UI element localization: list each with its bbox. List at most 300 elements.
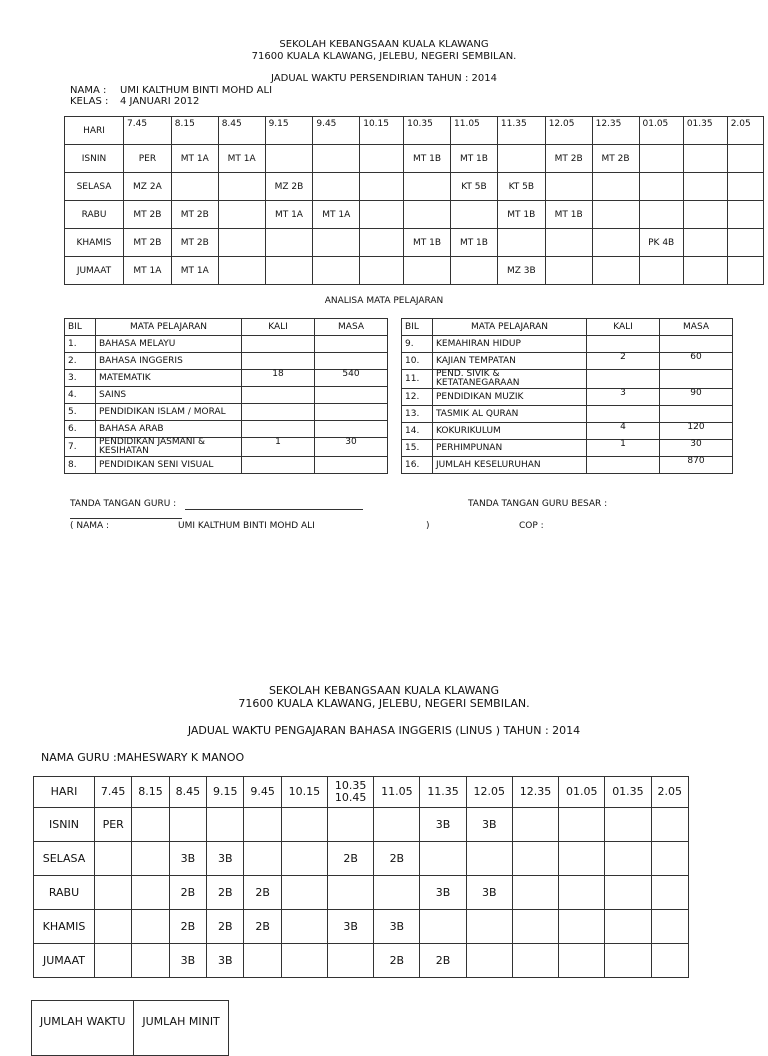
class-cell: 3B xyxy=(374,910,420,944)
class-cell: 2B xyxy=(328,842,374,876)
kali-cell xyxy=(242,353,315,370)
class-cell xyxy=(727,201,763,229)
analysis-table-right xyxy=(401,318,733,474)
bil-cell: 2. xyxy=(65,353,96,370)
time-slot-header: 8.45 xyxy=(218,117,265,145)
masa-cell xyxy=(315,353,388,370)
class-cell xyxy=(281,876,327,910)
class-cell xyxy=(132,910,169,944)
timetable-row xyxy=(65,145,764,173)
analysis-header-cell: KALI xyxy=(242,319,315,336)
class-cell xyxy=(451,201,498,229)
english-timetable xyxy=(33,776,689,978)
analysis-row xyxy=(402,406,733,423)
class-cell xyxy=(132,876,169,910)
subject-cell: BAHASA MELAYU xyxy=(96,336,242,353)
class-cell: 2B xyxy=(374,944,420,978)
hari-header: HARI xyxy=(34,777,95,808)
class-cell xyxy=(132,842,169,876)
class-cell xyxy=(207,808,244,842)
time-slot-header: 12.35 xyxy=(512,777,558,808)
bil-cell: 3. xyxy=(65,370,96,387)
class-cell xyxy=(281,944,327,978)
class-cell xyxy=(683,173,727,201)
class-cell xyxy=(592,229,639,257)
analysis-row xyxy=(65,438,388,457)
class-cell xyxy=(727,229,763,257)
class-cell: MT 1B xyxy=(404,229,451,257)
jumlah-minit-cell: JUMLAH MINIT xyxy=(134,1001,228,1056)
bil-cell: 9. xyxy=(402,336,433,353)
analysis-header-cell: KALI xyxy=(587,319,660,336)
class-cell: MT 1B xyxy=(497,201,545,229)
bil-cell: 16. xyxy=(402,457,433,474)
masa-cell: 90 xyxy=(660,389,733,406)
class-cell xyxy=(605,910,651,944)
bil-cell: 6. xyxy=(65,421,96,438)
class-cell: 3B xyxy=(169,944,206,978)
analysis-row xyxy=(402,440,733,457)
masa-cell: 870 xyxy=(660,457,733,474)
time-slot-header: 12.05 xyxy=(466,777,512,808)
class-cell xyxy=(171,173,218,201)
class-cell xyxy=(639,257,683,285)
class-cell xyxy=(592,173,639,201)
signature-underline xyxy=(70,510,182,519)
time-slot-header: 8.15 xyxy=(132,777,169,808)
subject-cell: PENDIDIKAN ISLAM / MORAL xyxy=(96,404,242,421)
analysis-row xyxy=(65,370,388,387)
class-cell xyxy=(512,876,558,910)
english-header-row xyxy=(34,777,689,808)
class-cell xyxy=(265,145,313,173)
masa-cell xyxy=(660,406,733,423)
analysis-row xyxy=(65,387,388,404)
class-cell xyxy=(605,842,651,876)
kelas-value: 4 JANUARI 2012 xyxy=(120,96,200,107)
class-cell xyxy=(497,145,545,173)
hari-header: HARI xyxy=(65,117,124,145)
masa-cell xyxy=(315,421,388,438)
class-cell xyxy=(512,808,558,842)
analysis-header-cell: MASA xyxy=(315,319,388,336)
class-cell: 2B xyxy=(244,910,281,944)
english-timetable-row xyxy=(34,808,689,842)
time-slot-header: 12.35 xyxy=(592,117,639,145)
kali-cell: 3 xyxy=(587,389,660,406)
class-cell: MT 2B xyxy=(592,145,639,173)
time-slot-header: 9.45 xyxy=(313,117,360,145)
bil-cell: 15. xyxy=(402,440,433,457)
kali-cell: 1 xyxy=(587,440,660,457)
class-cell xyxy=(592,201,639,229)
class-cell: 3B xyxy=(466,876,512,910)
kali-cell xyxy=(242,404,315,421)
analysis-row xyxy=(402,389,733,406)
class-cell xyxy=(404,201,451,229)
time-slot-header: 11.35 xyxy=(497,117,545,145)
class-cell xyxy=(639,173,683,201)
class-cell xyxy=(605,944,651,978)
subject-cell: BAHASA ARAB xyxy=(96,421,242,438)
class-cell: 3B xyxy=(328,910,374,944)
bil-cell: 8. xyxy=(65,457,96,474)
bil-cell: 5. xyxy=(65,404,96,421)
kali-cell: 2 xyxy=(587,353,660,370)
masa-cell xyxy=(660,370,733,389)
class-cell: 3B xyxy=(207,842,244,876)
analysis-row xyxy=(402,336,733,353)
class-cell xyxy=(466,842,512,876)
guru-signature-line xyxy=(185,509,363,510)
class-cell: MZ 2A xyxy=(124,173,172,201)
kali-cell xyxy=(242,336,315,353)
class-cell: 2B xyxy=(420,944,466,978)
class-cell xyxy=(281,910,327,944)
class-cell: MZ 3B xyxy=(497,257,545,285)
masa-cell xyxy=(315,387,388,404)
class-cell xyxy=(404,257,451,285)
time-slot-header: 9.45 xyxy=(244,777,281,808)
timetable-row xyxy=(65,257,764,285)
english-timetable-row xyxy=(34,876,689,910)
masa-cell xyxy=(660,336,733,353)
class-cell xyxy=(132,808,169,842)
school-address: 71600 KUALA KLAWANG, JELEBU, NEGERI SEMBILAN. xyxy=(251,51,517,62)
analysis-row xyxy=(65,336,388,353)
class-cell xyxy=(95,944,132,978)
subject-cell: MATEMATIK xyxy=(96,370,242,387)
class-cell: 3B xyxy=(169,842,206,876)
school-name: SEKOLAH KEBANGSAAN KUALA KLAWANG xyxy=(279,39,489,50)
time-slot-header: 11.05 xyxy=(374,777,420,808)
class-cell xyxy=(374,808,420,842)
kali-cell xyxy=(587,370,660,389)
kali-cell xyxy=(587,336,660,353)
kali-cell: 1 xyxy=(242,438,315,457)
class-cell: MT 1A xyxy=(171,257,218,285)
time-slot-header: 7.45 xyxy=(124,117,172,145)
time-slot-header: 01.05 xyxy=(559,777,605,808)
cop-label: COP : xyxy=(519,521,544,531)
subject-cell: KEMAHIRAN HIDUP xyxy=(433,336,587,353)
day-cell: SELASA xyxy=(34,842,95,876)
class-cell xyxy=(313,145,360,173)
class-cell xyxy=(545,229,592,257)
class-cell: 3B xyxy=(420,876,466,910)
analysis-row xyxy=(65,457,388,474)
analysis-header-cell: MASA xyxy=(660,319,733,336)
nama-label: NAMA : xyxy=(70,85,107,96)
jumlah-waktu-cell: JUMLAH WAKTU xyxy=(32,1001,134,1056)
class-cell xyxy=(420,842,466,876)
class-cell: KT 5B xyxy=(451,173,498,201)
guru-besar-signature-line xyxy=(70,508,182,519)
guru-signature-label: TANDA TANGAN GURU : xyxy=(70,499,177,509)
time-slot-header: 01.05 xyxy=(639,117,683,145)
analysis-row xyxy=(65,421,388,438)
day-cell: RABU xyxy=(34,876,95,910)
kali-cell xyxy=(587,406,660,423)
class-cell: MT 1B xyxy=(451,145,498,173)
class-cell xyxy=(328,808,374,842)
time-slot-header: 10.15 xyxy=(281,777,327,808)
class-cell xyxy=(559,876,605,910)
day-cell: ISNIN xyxy=(65,145,124,173)
bil-cell: 1. xyxy=(65,336,96,353)
subject-cell: TASMIK AL QURAN xyxy=(433,406,587,423)
class-cell: 2B xyxy=(244,876,281,910)
class-cell xyxy=(360,229,404,257)
class-cell xyxy=(559,944,605,978)
day-cell: KHAMIS xyxy=(65,229,124,257)
analysis-header-row xyxy=(65,319,388,336)
school-name-2: SEKOLAH KEBANGSAAN KUALA KLAWANG xyxy=(268,684,500,697)
nama-open: ( NAMA : xyxy=(70,521,110,531)
subject-cell: BAHASA INGGERIS xyxy=(96,353,242,370)
time-slot-header: 7.45 xyxy=(95,777,132,808)
bil-cell: 7. xyxy=(65,438,96,457)
subject-cell: JUMLAH KESELURUHAN xyxy=(433,457,587,474)
time-slot-header: 11.05 xyxy=(451,117,498,145)
class-cell xyxy=(281,808,327,842)
class-cell xyxy=(95,876,132,910)
class-cell xyxy=(244,808,281,842)
class-cell xyxy=(218,257,265,285)
subject-cell: KOKURIKULUM xyxy=(433,423,587,440)
masa-cell: 60 xyxy=(660,353,733,370)
subject-cell: PENDIDIKAN MUZIK xyxy=(433,389,587,406)
class-cell: 3B xyxy=(420,808,466,842)
class-cell xyxy=(281,842,327,876)
class-cell: KT 5B xyxy=(497,173,545,201)
class-cell xyxy=(244,842,281,876)
english-timetable-row xyxy=(34,910,689,944)
class-cell xyxy=(451,257,498,285)
class-cell xyxy=(559,842,605,876)
class-cell xyxy=(265,229,313,257)
class-cell xyxy=(639,201,683,229)
analysis-title: ANALISA MATA PELAJARAN xyxy=(324,296,444,306)
class-cell: 3B xyxy=(207,944,244,978)
kali-cell xyxy=(242,387,315,404)
english-timetable-row xyxy=(34,842,689,876)
personal-timetable-title: JADUAL WAKTU PERSENDIRIAN TAHUN : 2014 xyxy=(271,73,497,84)
time-slot-header: 11.35 xyxy=(420,777,466,808)
time-slot-header: 10.15 xyxy=(360,117,404,145)
class-cell: MT 2B xyxy=(171,229,218,257)
class-cell xyxy=(605,808,651,842)
masa-cell: 540 xyxy=(315,370,388,387)
masa-cell xyxy=(315,404,388,421)
class-cell xyxy=(683,257,727,285)
class-cell: MT 2B xyxy=(545,145,592,173)
time-slot-header: 01.35 xyxy=(683,117,727,145)
class-cell xyxy=(328,944,374,978)
time-slot-header: 01.35 xyxy=(605,777,651,808)
class-cell xyxy=(605,876,651,910)
kali-cell: 18 xyxy=(242,370,315,387)
class-cell: MT 1A xyxy=(171,145,218,173)
class-cell xyxy=(639,145,683,173)
class-cell xyxy=(651,808,688,842)
class-cell xyxy=(683,201,727,229)
english-timetable-row xyxy=(34,944,689,978)
timetable-row xyxy=(65,201,764,229)
time-slot-header: 10.35 10.45 xyxy=(328,777,374,808)
kali-cell: 4 xyxy=(587,423,660,440)
jumlah-table xyxy=(31,1000,229,1056)
time-slot-header: 2.05 xyxy=(727,117,763,145)
bil-cell: 12. xyxy=(402,389,433,406)
class-cell: MT 1B xyxy=(404,145,451,173)
class-cell xyxy=(132,944,169,978)
analysis-row xyxy=(402,457,733,474)
class-cell xyxy=(95,910,132,944)
kali-cell xyxy=(242,421,315,438)
class-cell xyxy=(313,173,360,201)
time-slot-header: 12.05 xyxy=(545,117,592,145)
analysis-header-cell: BIL xyxy=(402,319,433,336)
class-cell xyxy=(265,257,313,285)
time-slot-header: 9.15 xyxy=(207,777,244,808)
timetable-row xyxy=(65,173,764,201)
timetable-header-row xyxy=(65,117,764,145)
class-cell: MT 1B xyxy=(451,229,498,257)
class-cell xyxy=(313,229,360,257)
class-cell: 2B xyxy=(169,910,206,944)
class-cell: MT 1A xyxy=(124,257,172,285)
time-slot-header: 10.35 xyxy=(404,117,451,145)
time-slot-header: 8.15 xyxy=(171,117,218,145)
timetable-row xyxy=(65,229,764,257)
subject-cell: PEND. SIVIK & KETATANEGARAAN xyxy=(433,370,587,389)
class-cell xyxy=(95,842,132,876)
analysis-header-cell: MATA PELAJARAN xyxy=(433,319,587,336)
day-cell: SELASA xyxy=(65,173,124,201)
masa-cell xyxy=(315,457,388,474)
bil-cell: 13. xyxy=(402,406,433,423)
class-cell xyxy=(545,257,592,285)
time-slot-header: 2.05 xyxy=(651,777,688,808)
day-cell: JUMAAT xyxy=(34,944,95,978)
subject-cell: SAINS xyxy=(96,387,242,404)
class-cell: 2B xyxy=(169,876,206,910)
class-cell xyxy=(404,173,451,201)
class-cell xyxy=(360,173,404,201)
subject-cell: PERHIMPUNAN xyxy=(433,440,587,457)
class-cell xyxy=(218,173,265,201)
class-cell xyxy=(512,842,558,876)
class-cell xyxy=(466,944,512,978)
class-cell xyxy=(727,173,763,201)
class-cell xyxy=(218,201,265,229)
class-cell: MZ 2B xyxy=(265,173,313,201)
day-cell: JUMAAT xyxy=(65,257,124,285)
analysis-row xyxy=(402,353,733,370)
class-cell xyxy=(360,201,404,229)
class-cell xyxy=(512,910,558,944)
analysis-table-left xyxy=(64,318,388,474)
teacher-name: NAMA GURU :MAHESWARY K MANOO xyxy=(41,751,245,764)
class-cell xyxy=(559,808,605,842)
nama-row xyxy=(70,85,272,96)
class-cell xyxy=(466,910,512,944)
class-cell xyxy=(592,257,639,285)
analysis-header-cell: BIL xyxy=(65,319,96,336)
kelas-label: KELAS : xyxy=(70,96,109,107)
class-cell xyxy=(683,145,727,173)
day-cell: RABU xyxy=(65,201,124,229)
kali-cell xyxy=(242,457,315,474)
class-cell xyxy=(360,145,404,173)
class-cell: PK 4B xyxy=(639,229,683,257)
class-cell xyxy=(651,910,688,944)
day-cell: KHAMIS xyxy=(34,910,95,944)
class-cell: MT 1A xyxy=(313,201,360,229)
class-cell xyxy=(727,257,763,285)
class-cell: PER xyxy=(124,145,172,173)
class-cell xyxy=(328,876,374,910)
nama-close: ) xyxy=(426,521,430,531)
nama-value: UMI KALTHUM BINTI MOHD ALI xyxy=(120,85,273,96)
masa-cell: 30 xyxy=(660,440,733,457)
class-cell xyxy=(683,229,727,257)
subject-cell: PENDIDIKAN JASMANI & KESIHATAN xyxy=(96,438,242,457)
class-cell: 2B xyxy=(207,876,244,910)
class-cell xyxy=(244,944,281,978)
school-address-2: 71600 KUALA KLAWANG, JELEBU, NEGERI SEMBILAN. xyxy=(238,697,530,710)
kelas-row xyxy=(70,96,199,107)
signature-nama-value: UMI KALTHUM BINTI MOHD ALI xyxy=(178,521,315,531)
class-cell xyxy=(218,229,265,257)
class-cell xyxy=(727,145,763,173)
masa-cell: 120 xyxy=(660,423,733,440)
class-cell: MT 2B xyxy=(171,201,218,229)
class-cell: 2B xyxy=(207,910,244,944)
time-slot-header: 8.45 xyxy=(169,777,206,808)
class-cell: PER xyxy=(95,808,132,842)
class-cell: MT 1A xyxy=(218,145,265,173)
class-cell xyxy=(313,257,360,285)
analysis-header-cell: MATA PELAJARAN xyxy=(96,319,242,336)
day-cell: ISNIN xyxy=(34,808,95,842)
class-cell: 2B xyxy=(374,842,420,876)
subject-cell: KAJIAN TEMPATAN xyxy=(433,353,587,370)
class-cell xyxy=(420,910,466,944)
bil-cell: 11. xyxy=(402,370,433,389)
bil-cell: 14. xyxy=(402,423,433,440)
class-cell: MT 1A xyxy=(265,201,313,229)
class-cell xyxy=(360,257,404,285)
class-cell xyxy=(512,944,558,978)
guru-besar-signature-label: TANDA TANGAN GURU BESAR : xyxy=(468,499,608,509)
class-cell: MT 1B xyxy=(545,201,592,229)
bil-cell: 10. xyxy=(402,353,433,370)
english-timetable-title: JADUAL WAKTU PENGAJARAN BAHASA INGGERIS (LINUS ) TAHUN : 2014 xyxy=(187,724,581,737)
analysis-row xyxy=(65,404,388,421)
bil-cell: 4. xyxy=(65,387,96,404)
class-cell: MT 2B xyxy=(124,201,172,229)
class-cell xyxy=(651,876,688,910)
time-slot-header: 9.15 xyxy=(265,117,313,145)
class-cell xyxy=(169,808,206,842)
masa-cell: 30 xyxy=(315,438,388,457)
analysis-row xyxy=(402,423,733,440)
class-cell xyxy=(559,910,605,944)
class-cell xyxy=(651,944,688,978)
analysis-header-row xyxy=(402,319,733,336)
